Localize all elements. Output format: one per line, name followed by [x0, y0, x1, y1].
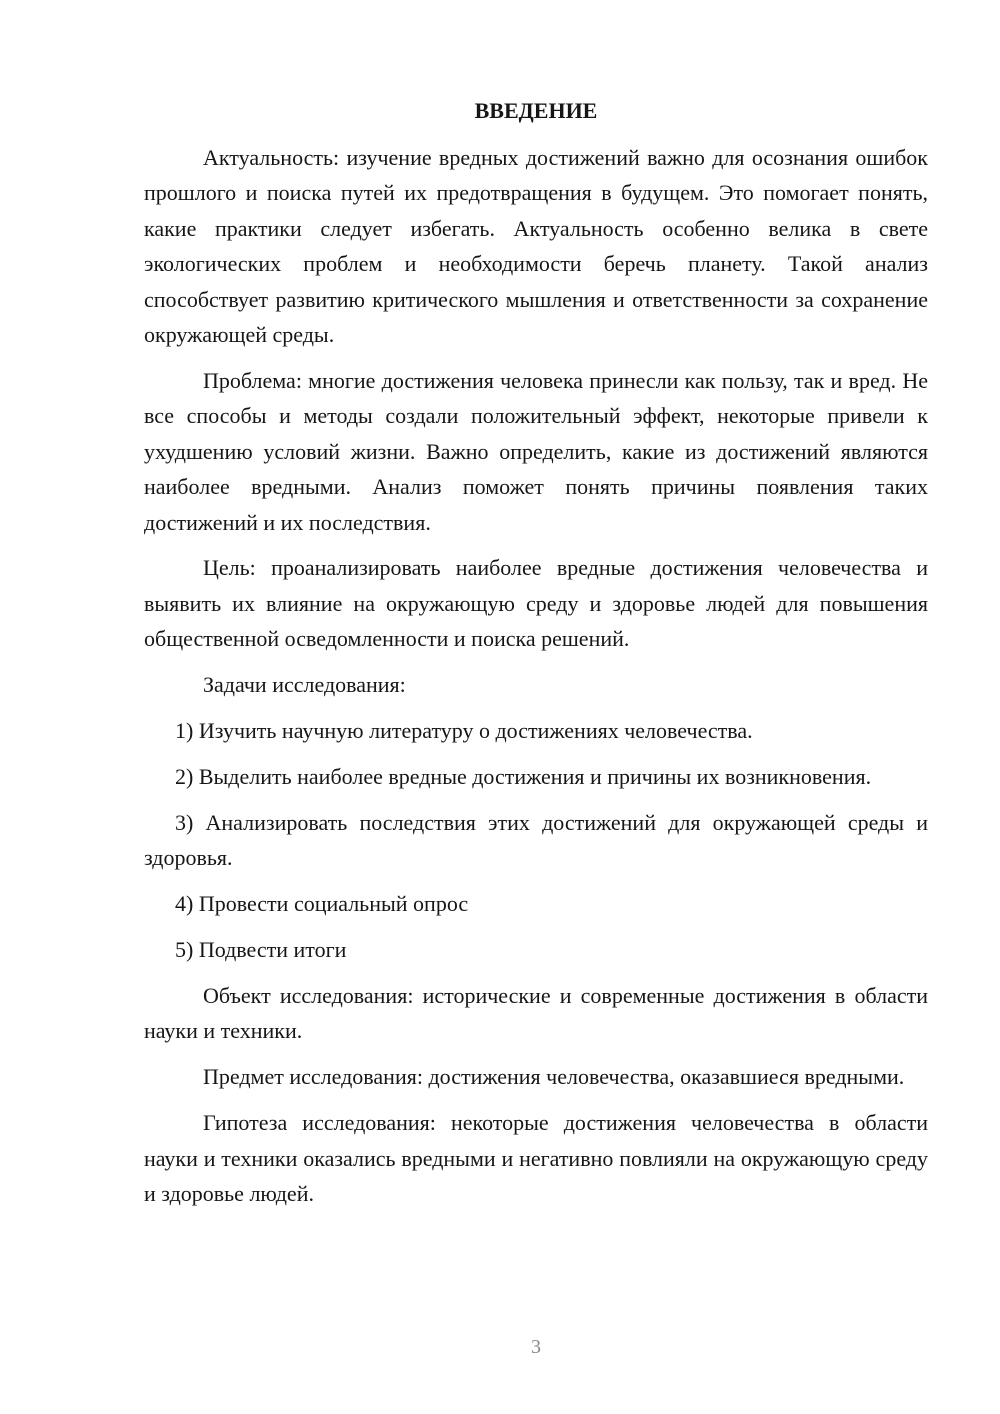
- paragraph-object: Объект исследования: исторические и современные достижения в области науки и техники.: [144, 983, 928, 1044]
- paragraph-problem: Проблема: многие достижения человека принесли как пользу, так и вред. Не все способы и методы создали положительный эффект, некоторые привели к ухудшению условий жизни. Важно определить, какие из достижений являются наиболее вредными. Анализ поможет понять причины появления таких достижений и их последствия.: [144, 367, 928, 535]
- task-item-2: 2) Выделить наиболее вредные достижения и причины их возникновения.: [175, 764, 872, 789]
- task-item-4: 4) Провести социальный опрос: [175, 891, 469, 917]
- page-number: 3: [531, 1336, 541, 1358]
- paragraph-subject: Предмет исследования: достижения человечества, оказавшиеся вредными.: [203, 1064, 905, 1090]
- task-item-5: 5) Подвести итоги: [175, 937, 347, 963]
- paragraph-goal: Цель: проанализировать наиболее вредные достижения человечества и выявить их влияние на окружающую среду и здоровье людей для повышения общественной осведомленности и поиска решений.: [144, 555, 928, 652]
- task-item-1: 1) Изучить научную литературу о достижениях человечества.: [175, 718, 753, 744]
- paragraph-tasks-heading: Задачи исследования:: [203, 672, 406, 698]
- paragraph-hypothesis: Гипотеза исследования: некоторые достижения человечества в области науки и техники оказались вредными и негативно повлияли на окружающую среду и здоровье людей.: [144, 1110, 928, 1207]
- document-page: [144, 94, 928, 1211]
- task-item-3: 3) Анализировать последствия этих достижений для окружающей среды и здоровья.: [144, 809, 928, 871]
- paragraph-relevance: Актуальность: изучение вредных достижений важно для осознания ошибок прошлого и поиска путей их предотвращения в будущем. Это помогает понять, какие практики следует избегать. Актуальность особенно велика в свете экологических проблем и необходимости беречь планету. Такой анализ способствует развитию критического мышления и ответственности за сохранение окружающей среды.: [144, 145, 928, 348]
- page-title: ВВЕДЕНИЕ: [474, 98, 598, 123]
